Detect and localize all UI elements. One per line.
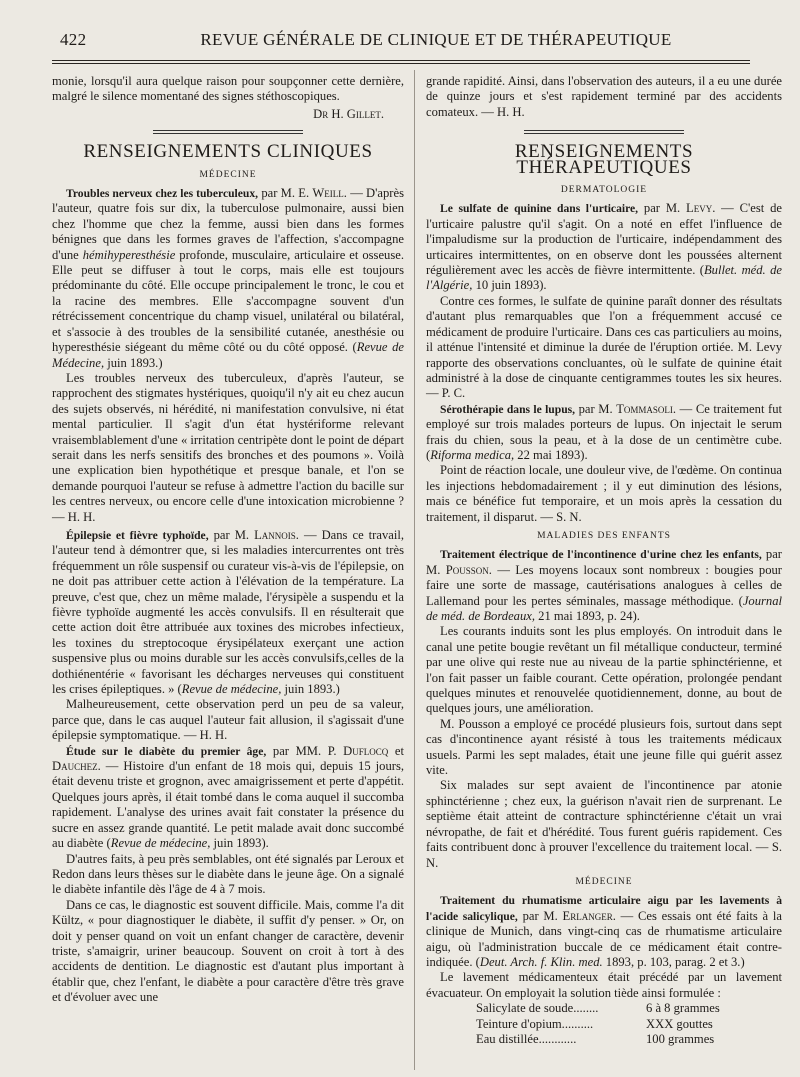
reference: Revue de médecine, [181, 682, 282, 697]
reference: Journal de méd. de Bordeaux, [426, 593, 782, 623]
paragraph: Dans ce cas, le diagnostic est souvent difficile. Mais, comme l'a dit Kültz, « pour diagnostiquer le diabète, il suffit d'y penser. » Or, on doit y penser quand on voit un enfant changer de caractère, devenir triste, s'amaigrir, uriner beaucoup. Souvent on croit à tort à des accidents de dentition. Le diagnostic est d'autant plus important à établir que, chez l'enfant, le diabète a pour caractère d'être très grave et d'évoluer avec une [52, 897, 404, 1005]
right-column [426, 74, 782, 1047]
paragraph: Malheureusement, cette observation perd un peu de sa valeur, parce que, dans le cas auquel l'auteur fait allusion, il s'agissait d'une épilepsie symptomatique. — H. H. [52, 697, 404, 743]
reference: Revue de Médecine, [52, 340, 404, 370]
reference: Bullet. méd. de l'Algérie, [426, 263, 782, 293]
reference: Deut. Arch. f. Klin. med. [479, 954, 603, 969]
quantity: XXX gouttes [646, 1016, 713, 1031]
category-label: MÉDECINE [199, 169, 257, 180]
continued-text: monie, lorsqu'il aura quelque raison pour soupçonner cette dernière, malgré le silence momentané des signes stéthoscopiques. [52, 74, 404, 104]
article-troubles-nerveux: Troubles nerveux chez les tuberculeux, par M. E. Weill. — D'après l'auteur, quatre fois sur dix, la tuberculose pulmonaire, aussi bien chez l'homme que chez la femme, aussi bien dans les formes bénignes que dans les formes graves de l'affection, s'accompagne d'une hémihyperesthésie profonde, musculaire, articulaire et osseuse. Elle peut se diffuser à tout le corps, mais elle est toujours prédominante du côté. Elle occupe principalement le tronc, le cou et la racine des membres. Elle s'accompagne souvent d'un rétrécissement concentrique du champ visuel, unilatéral ou bilatéral, et s'associe à des troubles de la sensibilité cutanée, anesthésie ou hyperesthésie siégeant du même côté ou du côté opposé. (Revue de Médecine, juin 1893.) [52, 186, 404, 370]
section-title: RENSEIGNEMENTS THÉRAPEUTIQUES [514, 141, 694, 178]
section-rule [524, 130, 684, 134]
category-label: MÉDECINE [575, 876, 633, 887]
article-title: Traitement du rhumatisme articulaire aigu par les lavements à l'acide salicylique, [426, 894, 782, 923]
author: Lannois. [254, 527, 299, 542]
category-label: DERMATOLOGIE [560, 185, 648, 196]
header-rule [52, 60, 750, 61]
author: Erlanger. [562, 908, 616, 923]
section-title: RENSEIGNEMENTS CLINIQUES [83, 141, 373, 163]
reference: Riforma medica, [430, 447, 515, 462]
article-title: Sérothérapie dans le lupus, [440, 402, 576, 416]
formula-table [476, 1001, 782, 1047]
author: Duflocq [343, 743, 389, 758]
reference: Revue de médecine, [110, 836, 211, 851]
article-title: Troubles nerveux chez les tuberculeux, [66, 187, 259, 201]
article-title: Traitement électrique de l'incontinence d'urine chez les enfants, [440, 548, 762, 562]
article-diabete: Étude sur le diabète du premier âge, par MM. P. Duflocq et Dauchez. — Histoire d'un enfant de 18 mois qui, depuis 15 jours, était devenu triste et grognon, avec amaigrissement et perte d'appétit. Quelques jours après, il était tombé dans le coma auquel il succomba rapidement. L'analyse des urines avait fait constater la présence du sucre en assez grande quantité. Le petit malade avait donc succombé au diabète (Revue de médecine, juin 1893). [52, 743, 404, 851]
formula-row [476, 1032, 782, 1047]
paragraph: Les troubles nerveux des tuberculeux, d'après l'auteur, se rapprochent des stigmates hystériques, quoiqu'il n'y ait eu chez aucun des sujets observés, ni hérédité, ni manifestation convulsive, ni état mental particulier. Il s'agit d'un état hystériforme relevant vraisemblablement d'une « irritation centripète dont le point de départ serait dans les nerfs sensitifs des bronches et des poumons ». Voilà une explication bien hypothétique et presque banale, et l'on se demande pourquoi l'auteur se refuse à admettre l'action du bacille sur les centres nerveux, ou encore celle d'une intoxication microbienne ? — H. H. [52, 370, 404, 524]
article-serotherapie: Sérothérapie dans le lupus, par M. Tommasoli. — Ce traitement fut employé sur trois malades porteurs de lupus. On injectait le serum frais du chien, sous la peau, et à la dose de un centimètre cube. (Riforma medica, 22 mai 1893). [426, 401, 783, 462]
author: Tommasoli. [616, 401, 677, 416]
left-column [52, 74, 404, 1006]
formula-row [476, 1001, 782, 1016]
article-incontinence: Traitement électrique de l'incontinence d'urine chez les enfants, par M. Pousson. — Les moyens locaux sont nombreux : bougies pour faire une sorte de massage, cautérisations analogues à celles de Lallemand pour les pertes séminales, massage méthodique. (Journal de méd. de Bordeaux, 21 mai 1893, p. 24). [426, 547, 782, 623]
paragraph: Six malades sur sept avaient de l'incontinence par atonie sphinctérienne ; chez eux, la guérison n'avait rien de surprenant. Le septième était atteint de contracture sphinctérienne c'était un vrai névropathe, de fait et d'hérédité. Tous furent guéris rapidement. Ces faits contribuent donc à prouver l'excellence du traitement local. — S. N. [426, 778, 782, 870]
article-sulfate-quinine: Le sulfate de quinine dans l'urticaire, par M. Levy. — C'est de l'urticaire palustre qu'il s'agit. On a noté en effet l'influence de l'impaludisme sur la production de l'urticaire, indépendamment des urticaires intermittentes, on en observe dont les poussées alternent régulièrement avec les accès de fièvre intermittente. (Bullet. méd. de l'Algérie, 10 juin 1893). [426, 201, 782, 293]
paragraph: Le lavement médicamenteux était précédé par un lavement évacuateur. On employait la solution tiède ainsi formulée : [426, 970, 782, 1000]
page-number: 422 [60, 30, 87, 49]
paragraph: Contre ces formes, le sulfate de quinine paraît donner des résultats d'autant plus remarquables que l'on a fréquemment accusé ce médicament de produire l'urticaire. Dans ces cas particuliers au moins, il atténue l'intensité et diminue la durée de l'éruption ortiée. M. Levy rapporte des observations concluantes, où le sulfate de quinine était administré à la dose de cinquante centigrammes toutes les six heures. — P. C. [426, 293, 782, 401]
ingredient: Eau distillée............ [476, 1031, 577, 1046]
article-rhumatisme: Traitement du rhumatisme articulaire aigu par les lavements à l'acide salicylique, par M. Erlanger. — Ces essais ont été faits à la clinique de Munich, dans vingt-cinq cas de rhumatisme articulaire aigu, où l'administration buccale de ce médicament était contre-indiquée. (Deut. Arch. f. Klin. med. 1893, p. 103, parag. 2 et 3.) [426, 894, 782, 969]
quantity: 6 à 8 grammes [646, 1001, 720, 1016]
running-title: REVUE GÉNÉRALE DE CLINIQUE ET DE THÉRAPEUTIQUE [200, 30, 672, 49]
column-separator [414, 70, 415, 1070]
category-label: MALADIES DES ENFANTS [537, 530, 671, 541]
ingredient: Salicylate de soude........ [476, 1001, 599, 1016]
paragraph: Les courants induits sont les plus employés. On introduit dans le canal une petite bougie revêtant un fil métallique conducteur, terminé par une olive qui reste nue au niveau de la partie sphinctérienne, et l'on fait passer un faible courant. Cette opération, prolongée pendant quelques minutes et renouvelée quotidiennement, donne, au bout de quelques jours, une amélioration. [426, 624, 782, 716]
continued-text: grande rapidité. Ainsi, dans l'observation des auteurs, il a eu une durée de quinze jours et s'est rapidement terminé par des accidents comateux. — H. H. [426, 74, 782, 119]
formula-row [476, 1017, 782, 1032]
article-title: Le sulfate de quinine dans l'urticaire, [440, 202, 639, 216]
ingredient: Teinture d'opium.......... [476, 1016, 594, 1031]
header-rule-2 [52, 63, 750, 64]
section-rule [153, 130, 303, 134]
author: Pousson. [445, 562, 492, 577]
author: Dauchez. [52, 759, 101, 774]
paragraph: Point de réaction locale, une douleur vive, de l'œdème. On continua les injections hebdomadairement ; il y eut diminution des lésions, mais ce bénéfice fut temporaire, et un mois après la cessation du traitement, il disparut. — S. N. [426, 463, 782, 524]
quantity: 100 grammes [646, 1031, 715, 1046]
article-epilepsie: Épilepsie et fièvre typhoïde, par M. Lannois. — Dans ce travail, l'auteur tend à démontrer que, si les maladies intercurrentes ont très fréquemment un rôle suspensif ou curateur vis-à-vis de l'épilepsie, on ne doit pas attribuer cette action à l'élévation de la température. La preuve, c'est que, chez un même malade, l'érysipèle a suspendu et la fièvre typhoïde augmenté les accès convulsifs. Il en résulterait que cette action doit être attribuée aux toxines des microbes infectieux, les toxines du streptocoque érysipélateux exerçant une action suspensive plus ou moins durable sur les accès convulsifs,celles de la dothiénentérie « favorisant les décharges nerveuses qui constituent les crises épileptiques. » (Revue de médecine, juin 1893.) [52, 527, 404, 697]
page-header [52, 26, 750, 54]
article-title: Épilepsie et fièvre typhoïde, [66, 528, 209, 542]
signature: Dr H. Gillet. [313, 106, 384, 121]
paragraph: D'autres faits, à peu près semblables, ont été signalés par Leroux et Redon dans leurs thèses sur le diabète dans le jeune âge. On a signalé le diabète infantile dès l'âge de 4 à 7 mois. [52, 851, 404, 897]
paragraph: M. Pousson a employé ce procédé plusieurs fois, surtout dans sept cas d'incontinence ayant résisté à tous les traitements médicaux usuels. Parmi les sept malades, était une jeune fille qui guérit assez vite. [426, 716, 782, 778]
author: Levy. [686, 201, 716, 216]
article-title: Étude sur le diabète du premier âge, [66, 744, 267, 758]
author: Weill. [312, 186, 347, 201]
